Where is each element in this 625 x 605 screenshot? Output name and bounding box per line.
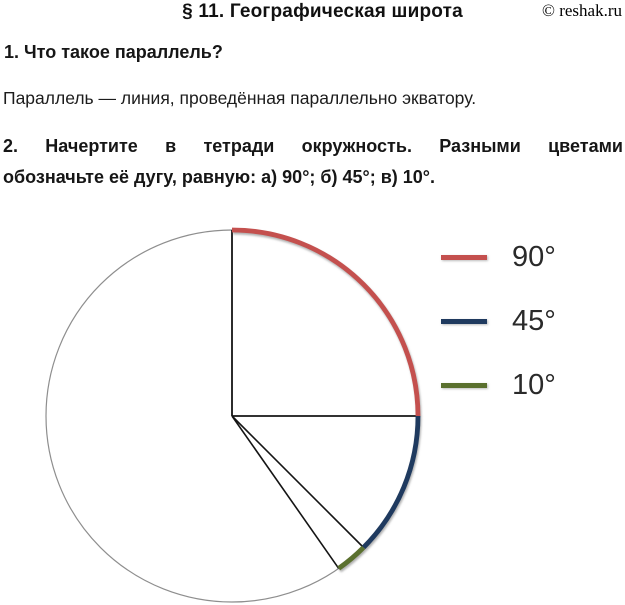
question-2-line2: обозначьте её дугу, равную: а) 90°; б) 45°; в) 10°. [3, 167, 435, 187]
legend-label-10: 10° [512, 368, 556, 401]
legend-item-10 [440, 353, 620, 417]
legend-item-45 [440, 289, 620, 353]
question-2-line1: 2. Начертите в тетради окружность. Разными цветами [3, 136, 623, 156]
arc-45-degrees [364, 416, 419, 548]
question-1-answer: Параллель — линия, проведённая параллельно экватору. [3, 88, 477, 108]
arc-90-degrees [232, 230, 418, 416]
legend [440, 225, 620, 417]
arc-10-degrees [339, 548, 364, 569]
radius-45deg-line [232, 416, 364, 548]
copyright-label: © reshak.ru [542, 1, 622, 20]
legend-swatch-45-icon [440, 317, 488, 326]
legend-label-90: 90° [512, 240, 556, 273]
radius-55deg-line [232, 416, 339, 568]
legend-swatch-90-icon [440, 253, 488, 262]
legend-swatch-10-icon [440, 381, 488, 390]
question-1-heading: 1. Что такое параллель? [4, 42, 223, 62]
legend-item-90 [440, 225, 620, 289]
legend-label-45: 45° [512, 304, 556, 337]
page-title: § 11. Географическая широта [182, 1, 463, 22]
colored-arcs [232, 230, 418, 568]
